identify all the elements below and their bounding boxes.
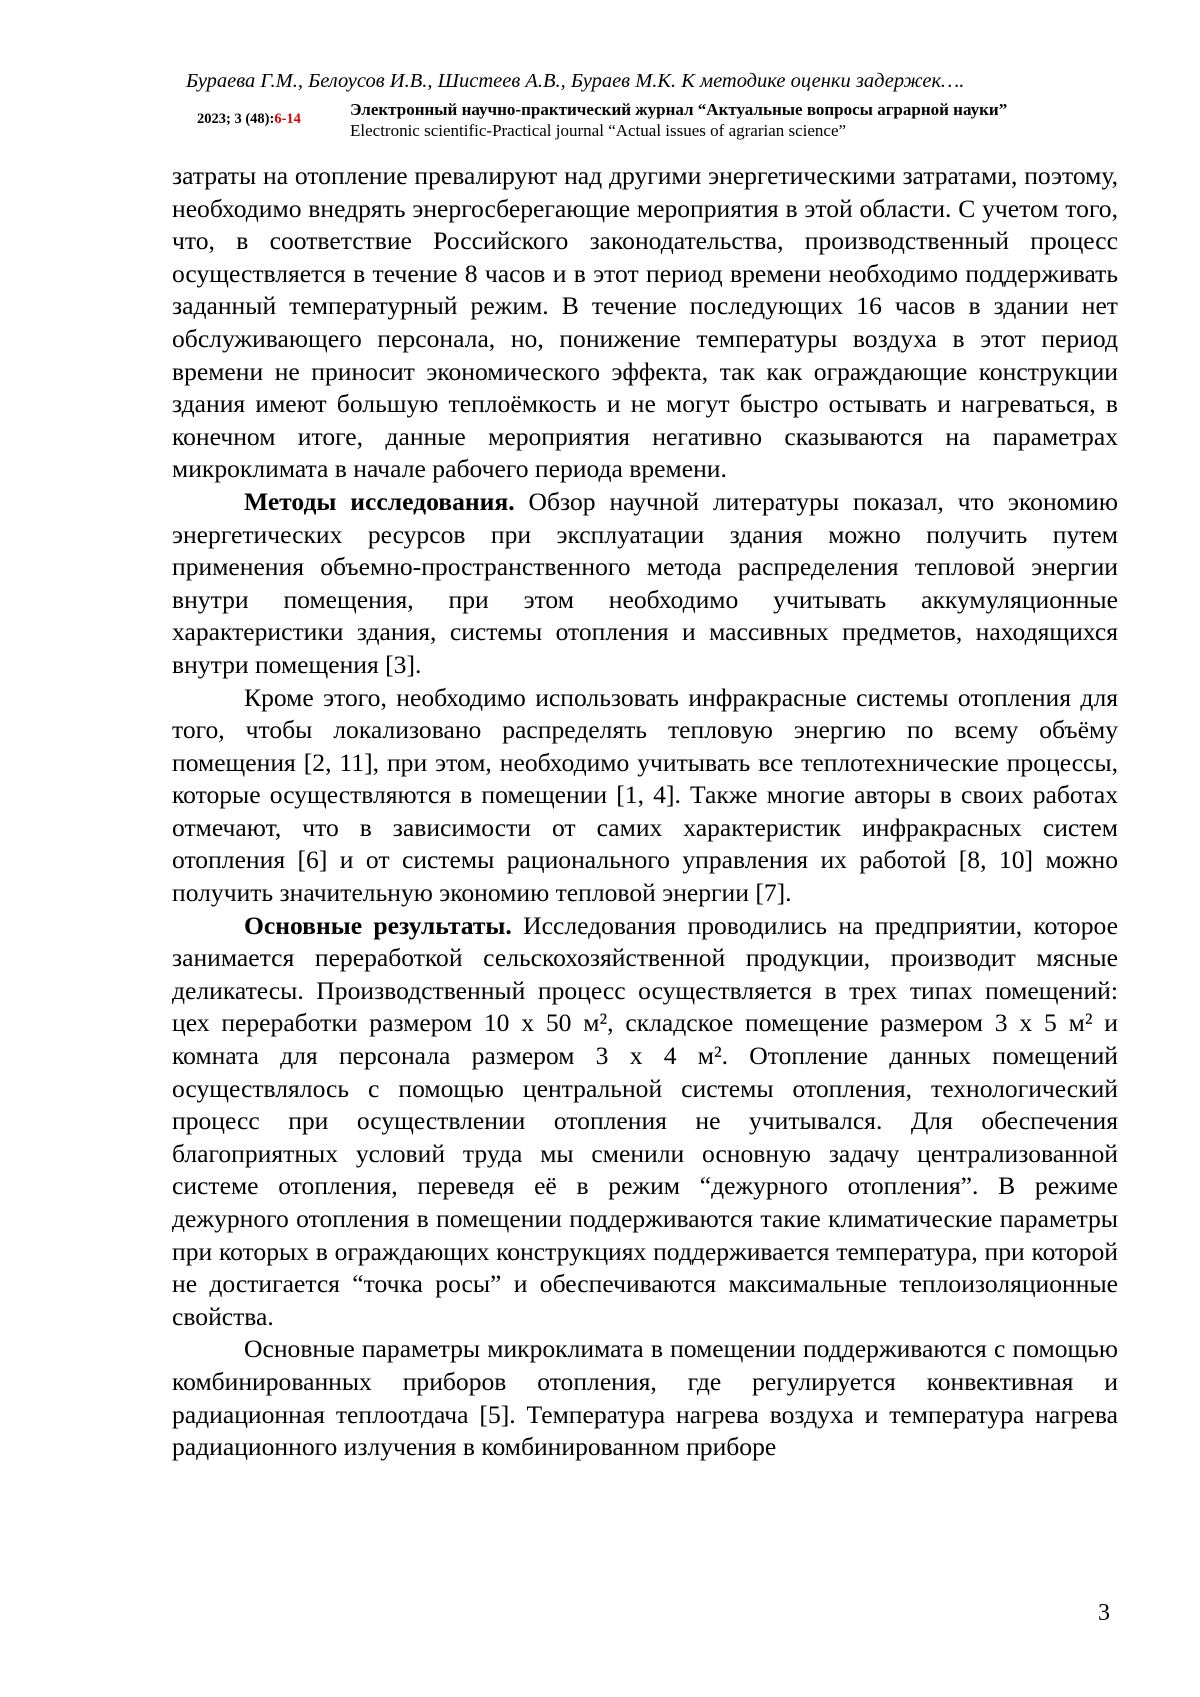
paragraph-microclimate: Основные параметры микроклимата в помещении поддерживаются с помощью комбинированных приборов отопления, где регулируется конвективная и радиационная теплоотдача [5]. Температура нагрева воздуха и температура нагрева радиационного излучения в комбинированном приборе [172,1334,1118,1462]
methods-text: Обзор научной литературы показал, что экономию энергетических ресурсов при эксплуатации здания можно получить путем применения объемно-пространственного метода распределения тепловой энергии внутри помещения, при этом необходимо учитывать аккумуляционные характеристики здания, системы отопления и массивных предметов, находящихся внутри помещения [3]. [172,486,1118,679]
authors-citation: Бураева Г.М., Белоусов И.В., Шистеев А.В., Бураев М.К. К методике оценки задержек…. [186,70,965,92]
page-number: 3 [1098,1600,1110,1626]
journal-title-en: Electronic scientific-Practical journal “Actual issues of agrarian science” [350,121,847,140]
paragraph-methods [172,486,1118,682]
results-text: Исследования проводились на предприятии, которое занимается переработкой сельскохозяйственной продукции, производит мясные деликатесы. Производственный процесс осуществляется в трех типах помещений: цех переработки размером 10 х 50 м², складское помещение размером 3 х 5 м² и комната для персонала размером 3 х 4 м². Отопление данных помещений осуществлялось с помощью центральной системы отопления, технологический процесс при осуществлении отопления не учитывался. Для обеспечения благоприятных условий труда мы сменили основную задачу централизованной системе отопления, переведя её в режим “дежурного отопления”. В режиме дежурного отопления в помещении поддерживаются такие климатические параметры при которых в ограждающих конструкциях поддерживается температура, при которой не достигается “точка росы” и обеспечиваются максимальные теплоизоляционные свойства. [172,910,1118,1331]
issue-prefix: 2023; 3 (48): [197,111,275,127]
paragraph-heating-costs: затраты на отопление превалируют над другими энергетическими затратами, поэтому, необходимо внедрять энергосберегающие мероприятия в этой области. С учетом того, что, в соответствие Российского законодательства, производственный процесс осуществляется в течение 8 часов и в этот период времени необходимо поддерживать заданный температурный режим. В течение последующих 16 часов в здании нет обслуживающего персонала, но, понижение температуры воздуха в этот период времени не приносит экономического эффекта, так как ограждающие конструкции здания имеют большую теплоёмкость и не могут быстро остывать и нагреваться, в конечном итоге, данные мероприятия негативно сказываются на параметрах микроклимата в начале рабочего периода времени. [172,161,1118,484]
issue-pages: 6-14 [274,111,301,127]
issue-info [197,111,301,128]
journal-title-ru: Электронный научно-практический журнал “Актуальные вопросы аграрной науки” [350,100,1008,119]
paragraph-results [172,910,1118,1334]
section-heading-results: Основные результаты. [244,910,512,940]
section-heading-methods: Методы исследования. [244,486,515,516]
paragraph-infrared-systems: Кроме этого, необходимо использовать инфракрасные системы отопления для того, чтобы локализовано распределять тепловую энергию по всему объёму помещения [2, 11], при этом, необходимо учитывать все теплотехнические процессы, которые осуществляются в помещении [1, 4]. Также многие авторы в своих работах отмечают, что в зависимости от самих характеристик инфракрасных систем отопления [6] и от системы рационального управления их работой [8, 10] можно получить значительную экономию тепловой энергии [7]. [172,682,1118,908]
article-body [172,160,1118,1464]
